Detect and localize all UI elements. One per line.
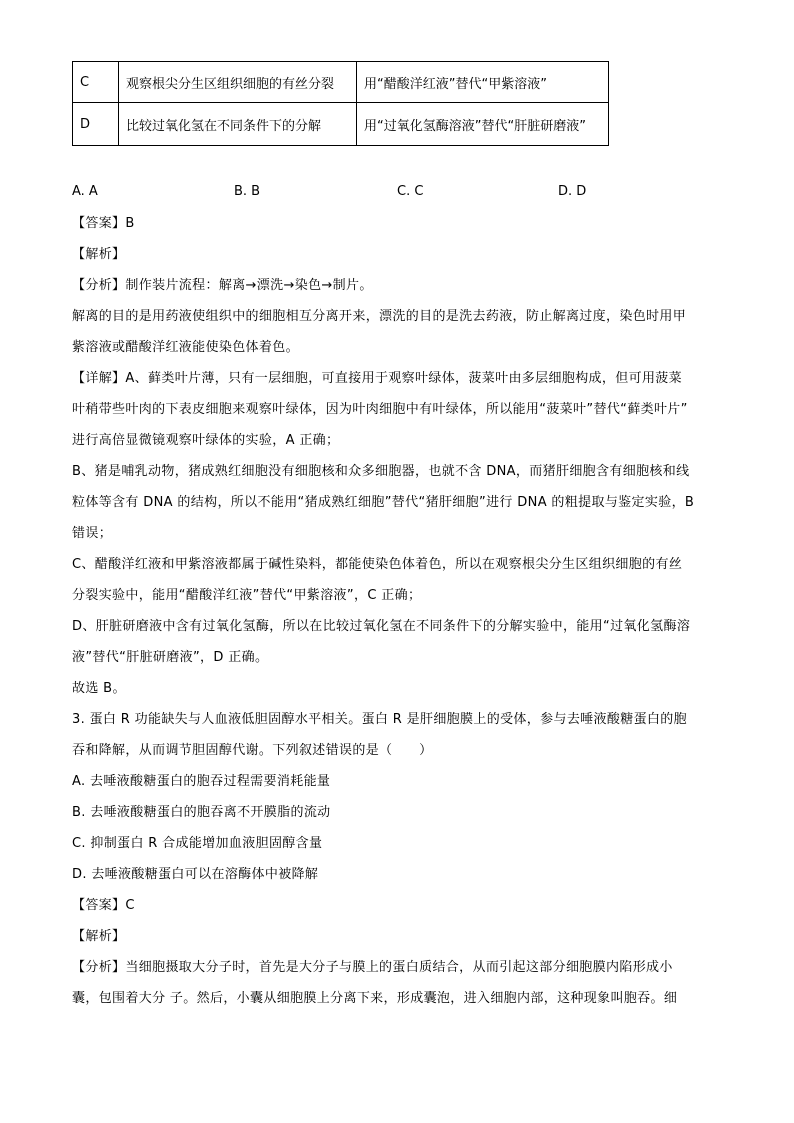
replacement-cell: 用“过氧化氢酶溶液”替代“肝脏研磨液”: [357, 103, 609, 146]
text-line: D、肝脏研磨液中含有过氧化氢酶，所以在比较过氧化氢在不同条件下的分解实验中，能用“过氧化氢酶溶: [72, 619, 691, 634]
text-line: 进行高倍显微镜观察叶绿体的实验，A 正确；: [72, 433, 340, 448]
option-b: B. 去唾液酸糖蛋白的胞吞离不开膜脂的流动: [72, 805, 331, 820]
question-stem: 吞和降解，从而调节胆固醇代谢。下列叙述错误的是（ ）: [72, 743, 433, 758]
option-a: A. 去唾液酸糖蛋白的胞吞过程需要消耗能量: [72, 774, 331, 789]
choice-a: A. A: [72, 184, 98, 199]
experiment-cell: 观察根尖分生区组织细胞的有丝分裂: [119, 62, 357, 103]
answer-label: 【答案】C: [72, 898, 135, 913]
text-line: 故选 B。: [72, 681, 126, 696]
text-line: 【详解】A、藓类叶片薄，只有一层细胞，可直接用于观察叶绿体，菠菜叶由多层细胞构成，但可用菠菜: [72, 371, 682, 386]
text-line: C、醋酸洋红液和甲紫溶液都属于碱性染料，都能使染色体着色，所以在观察根尖分生区组织细胞的有丝: [72, 557, 683, 572]
row-label: D: [73, 103, 119, 146]
text-line: 【分析】当细胞摄取大分子时，首先是大分子与膜上的蛋白质结合，从而引起这部分细胞膜内陷形成小: [72, 960, 673, 975]
text-line: 叶稍带些叶肉的下表皮细胞来观察叶绿体，因为叶肉细胞中有叶绿体，所以能用“菠菜叶”替代“藓类叶片”: [72, 402, 688, 417]
text-line: 粒体等含有 DNA 的结构，所以不能用“猪成熟红细胞”替代“猪肝细胞”进行 DNA 的粗提取与鉴定实验，B: [72, 495, 695, 510]
text-line: B、猪是哺乳动物，猪成熟红细胞没有细胞核和众多细胞器，也就不含 DNA，而猪肝细胞含有细胞核和线: [72, 464, 690, 479]
choice-d: D. D: [558, 184, 587, 199]
replacement-cell: 用“醋酸洋红液”替代“甲紫溶液”: [357, 62, 609, 103]
experiment-cell: 比较过氧化氢在不同条件下的分解: [119, 103, 357, 146]
options-table: [72, 61, 609, 146]
option-d: D. 去唾液酸糖蛋白可以在溶酶体中被降解: [72, 867, 319, 882]
text-line: 分裂实验中，能用“醋酸洋红液”替代“甲紫溶液”，C 正确；: [72, 588, 422, 603]
text-line: 解离的目的是用药液使组织中的细胞相互分离开来，漂洗的目的是洗去药液，防止解离过度，染色时用甲: [72, 309, 687, 324]
analysis-heading: 【解析】: [72, 929, 126, 944]
answer-choices: [72, 184, 692, 204]
choice-b: B. B: [234, 184, 261, 199]
answer-label: 【答案】B: [72, 216, 135, 231]
text-line: 错误；: [72, 526, 113, 541]
text-line: 囊，包围着大分 子。然后，小囊从细胞膜上分离下来，形成囊泡，进入细胞内部，这种现象叫胞吞。细: [72, 991, 678, 1006]
text-line: 紫溶液或醋酸洋红液能使染色体着色。: [72, 340, 299, 355]
choice-c: C. C: [397, 184, 424, 199]
row-label: C: [73, 62, 119, 103]
table-row: [73, 103, 609, 146]
text-line: 液”替代“肝脏研磨液”，D 正确。: [72, 650, 269, 665]
question-stem: 3. 蛋白 R 功能缺失与人血液低胆固醇水平相关。蛋白 R 是肝细胞膜上的受体，参与去唾液酸糖蛋白的胞: [72, 712, 687, 727]
table-row: [73, 62, 609, 103]
option-c: C. 抑制蛋白 R 合成能增加血液胆固醇含量: [72, 836, 323, 851]
text-line: 【分析】制作装片流程：解离→漂洗→染色→制片。: [72, 278, 373, 293]
analysis-heading: 【解析】: [72, 247, 126, 262]
